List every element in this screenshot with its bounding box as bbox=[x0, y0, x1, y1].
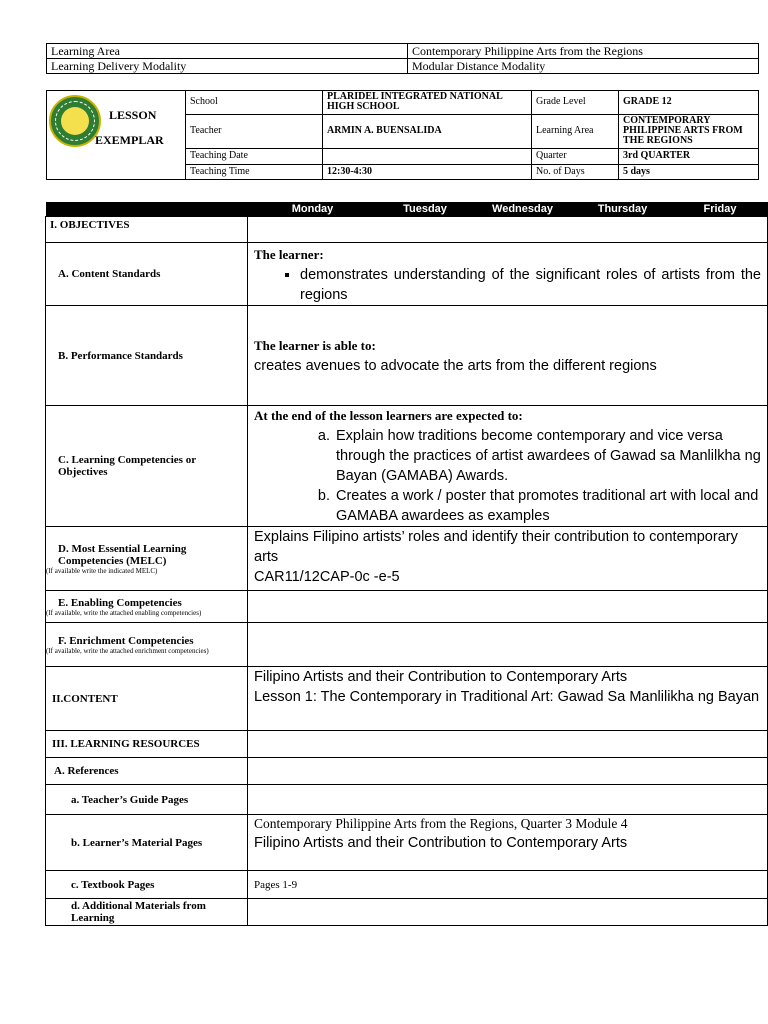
lm-line-2: Filipino Artists and their Contribution to Contemporary Arts bbox=[254, 835, 628, 851]
melc-text: Explains Filipino artists’ roles and identify their contribution to contemporary arts bbox=[254, 529, 738, 565]
melc-cell bbox=[248, 527, 768, 591]
tb-value: Pages 1-9 bbox=[248, 871, 768, 899]
performance-text: creates avenues to advocate the arts from the different regions bbox=[254, 357, 657, 374]
tg-label: a. Teacher’s Guide Pages bbox=[46, 785, 248, 815]
teacher-value: ARMIN A. BUENSALIDA bbox=[323, 114, 532, 149]
grade-label: Grade Level bbox=[532, 91, 619, 115]
lm-cell bbox=[248, 815, 768, 871]
lesson-header-table bbox=[46, 90, 759, 180]
quarter-label: Quarter bbox=[532, 149, 619, 164]
performance-standards-cell bbox=[248, 306, 768, 406]
content-line-2: Lesson 1: The Contemporary in Traditional Art: Gawad Sa Manlilikha ng Bayan bbox=[254, 689, 760, 705]
lm-label: b. Learner’s Material Pages bbox=[46, 815, 248, 871]
competency-a: a. Explain how traditions become contemporary and vice versa through the practices of artist awardees of Gawad sa Manlilkha ng Bayan (GAMABA) Awards. bbox=[334, 426, 761, 486]
time-label: Teaching Time bbox=[186, 164, 323, 179]
table-row bbox=[47, 91, 759, 115]
content-standards-intro: The learner: bbox=[254, 247, 324, 262]
table-row bbox=[46, 243, 768, 306]
area-label: Learning Area bbox=[532, 114, 619, 149]
enrichment-label: F. Enrichment Competencies (If available, write the attached enrichment competencies) bbox=[46, 623, 248, 667]
table-row bbox=[46, 527, 768, 591]
school-value: PLARIDEL INTEGRATED NATIONAL HIGH SCHOOL bbox=[323, 91, 532, 115]
competencies-cell bbox=[248, 406, 768, 527]
references-label: A. References bbox=[46, 758, 248, 785]
learning-area-value: Contemporary Philippine Arts from the Regions bbox=[408, 44, 759, 59]
table-row bbox=[46, 217, 768, 243]
content-standards-cell bbox=[248, 243, 768, 306]
enabling-label: E. Enabling Competencies (If available, write the attached enabling competencies) bbox=[46, 591, 248, 623]
enabling-note: (If available, write the attached enabling competencies) bbox=[46, 608, 202, 617]
content-cell bbox=[248, 667, 768, 731]
learning-area-label: Learning Area bbox=[47, 44, 408, 59]
enrichment-note: (If available, write the attached enrichment competencies) bbox=[46, 646, 209, 655]
date-label: Teaching Date bbox=[186, 149, 323, 164]
days-label: No. of Days bbox=[532, 164, 619, 179]
table-row bbox=[46, 731, 768, 758]
logo-cell bbox=[47, 91, 186, 180]
performance-standards-label: B. Performance Standards bbox=[46, 306, 248, 406]
lesson-exemplar-title: LESSON EXEMPLAR bbox=[95, 108, 164, 147]
teacher-label: Teacher bbox=[186, 114, 323, 149]
table-row bbox=[46, 623, 768, 667]
time-value: 12:30-4:30 bbox=[323, 164, 532, 179]
day-tuesday: Tuesday bbox=[378, 202, 473, 217]
resources-label: III. LEARNING RESOURCES bbox=[46, 731, 248, 758]
grade-value: GRADE 12 bbox=[619, 91, 759, 115]
competency-b: b. Creates a work / poster that promotes traditional art with local and GAMABA awardees as examples bbox=[334, 486, 761, 526]
content-standards-label: A. Content Standards bbox=[46, 243, 248, 306]
modality-value: Modular Distance Modality bbox=[408, 59, 759, 74]
tb-label: c. Textbook Pages bbox=[46, 871, 248, 899]
table-row bbox=[46, 871, 768, 899]
top-info-table bbox=[46, 43, 759, 74]
lm-line-1: Contemporary Philippine Arts from the Regions, Quarter 3 Module 4 bbox=[254, 816, 628, 831]
add-label: d. Additional Materials from Learning bbox=[46, 899, 248, 926]
days-header-row bbox=[46, 202, 768, 217]
performance-intro: The learner is able to: bbox=[254, 337, 376, 353]
table-row bbox=[46, 785, 768, 815]
day-thursday: Thursday bbox=[573, 202, 673, 217]
modality-label: Learning Delivery Modality bbox=[47, 59, 408, 74]
competencies-label: C. Learning Competencies or Objectives bbox=[46, 406, 248, 527]
competencies-intro: At the end of the lesson learners are expected to: bbox=[254, 408, 523, 423]
days-value: 5 days bbox=[619, 164, 759, 179]
quarter-value: 3rd QUARTER bbox=[619, 149, 759, 164]
table-row bbox=[46, 758, 768, 785]
table-row bbox=[46, 815, 768, 871]
content-standards-item: ▪ demonstrates understanding of the significant roles of artists from the regions bbox=[300, 265, 761, 305]
table-row bbox=[46, 306, 768, 406]
day-friday: Friday bbox=[673, 202, 768, 217]
table-row bbox=[46, 667, 768, 731]
date-value bbox=[323, 149, 532, 164]
area-value: CONTEMPORARY PHILIPPINE ARTS FROM THE REGIONS bbox=[619, 114, 759, 149]
lesson-plan-table bbox=[45, 202, 768, 926]
school-seal-icon bbox=[49, 95, 101, 147]
melc-label: D. Most Essential Learning Competencies (MELC) (If available write the indicated MELC) bbox=[46, 527, 248, 591]
day-wednesday: Wednesday bbox=[473, 202, 573, 217]
melc-code: CAR11/12CAP-0c -e-5 bbox=[254, 569, 400, 585]
table-row bbox=[46, 899, 768, 926]
day-monday: Monday bbox=[248, 202, 378, 217]
table-row bbox=[46, 406, 768, 527]
content-label: II.CONTENT bbox=[46, 667, 248, 731]
school-label: School bbox=[186, 91, 323, 115]
content-line-1: Filipino Artists and their Contribution to Contemporary Arts bbox=[254, 669, 628, 685]
table-row bbox=[47, 44, 759, 59]
objectives-label: I. OBJECTIVES bbox=[46, 217, 248, 243]
melc-note: (If available write the indicated MELC) bbox=[46, 566, 158, 575]
table-row bbox=[46, 591, 768, 623]
table-row bbox=[47, 59, 759, 74]
